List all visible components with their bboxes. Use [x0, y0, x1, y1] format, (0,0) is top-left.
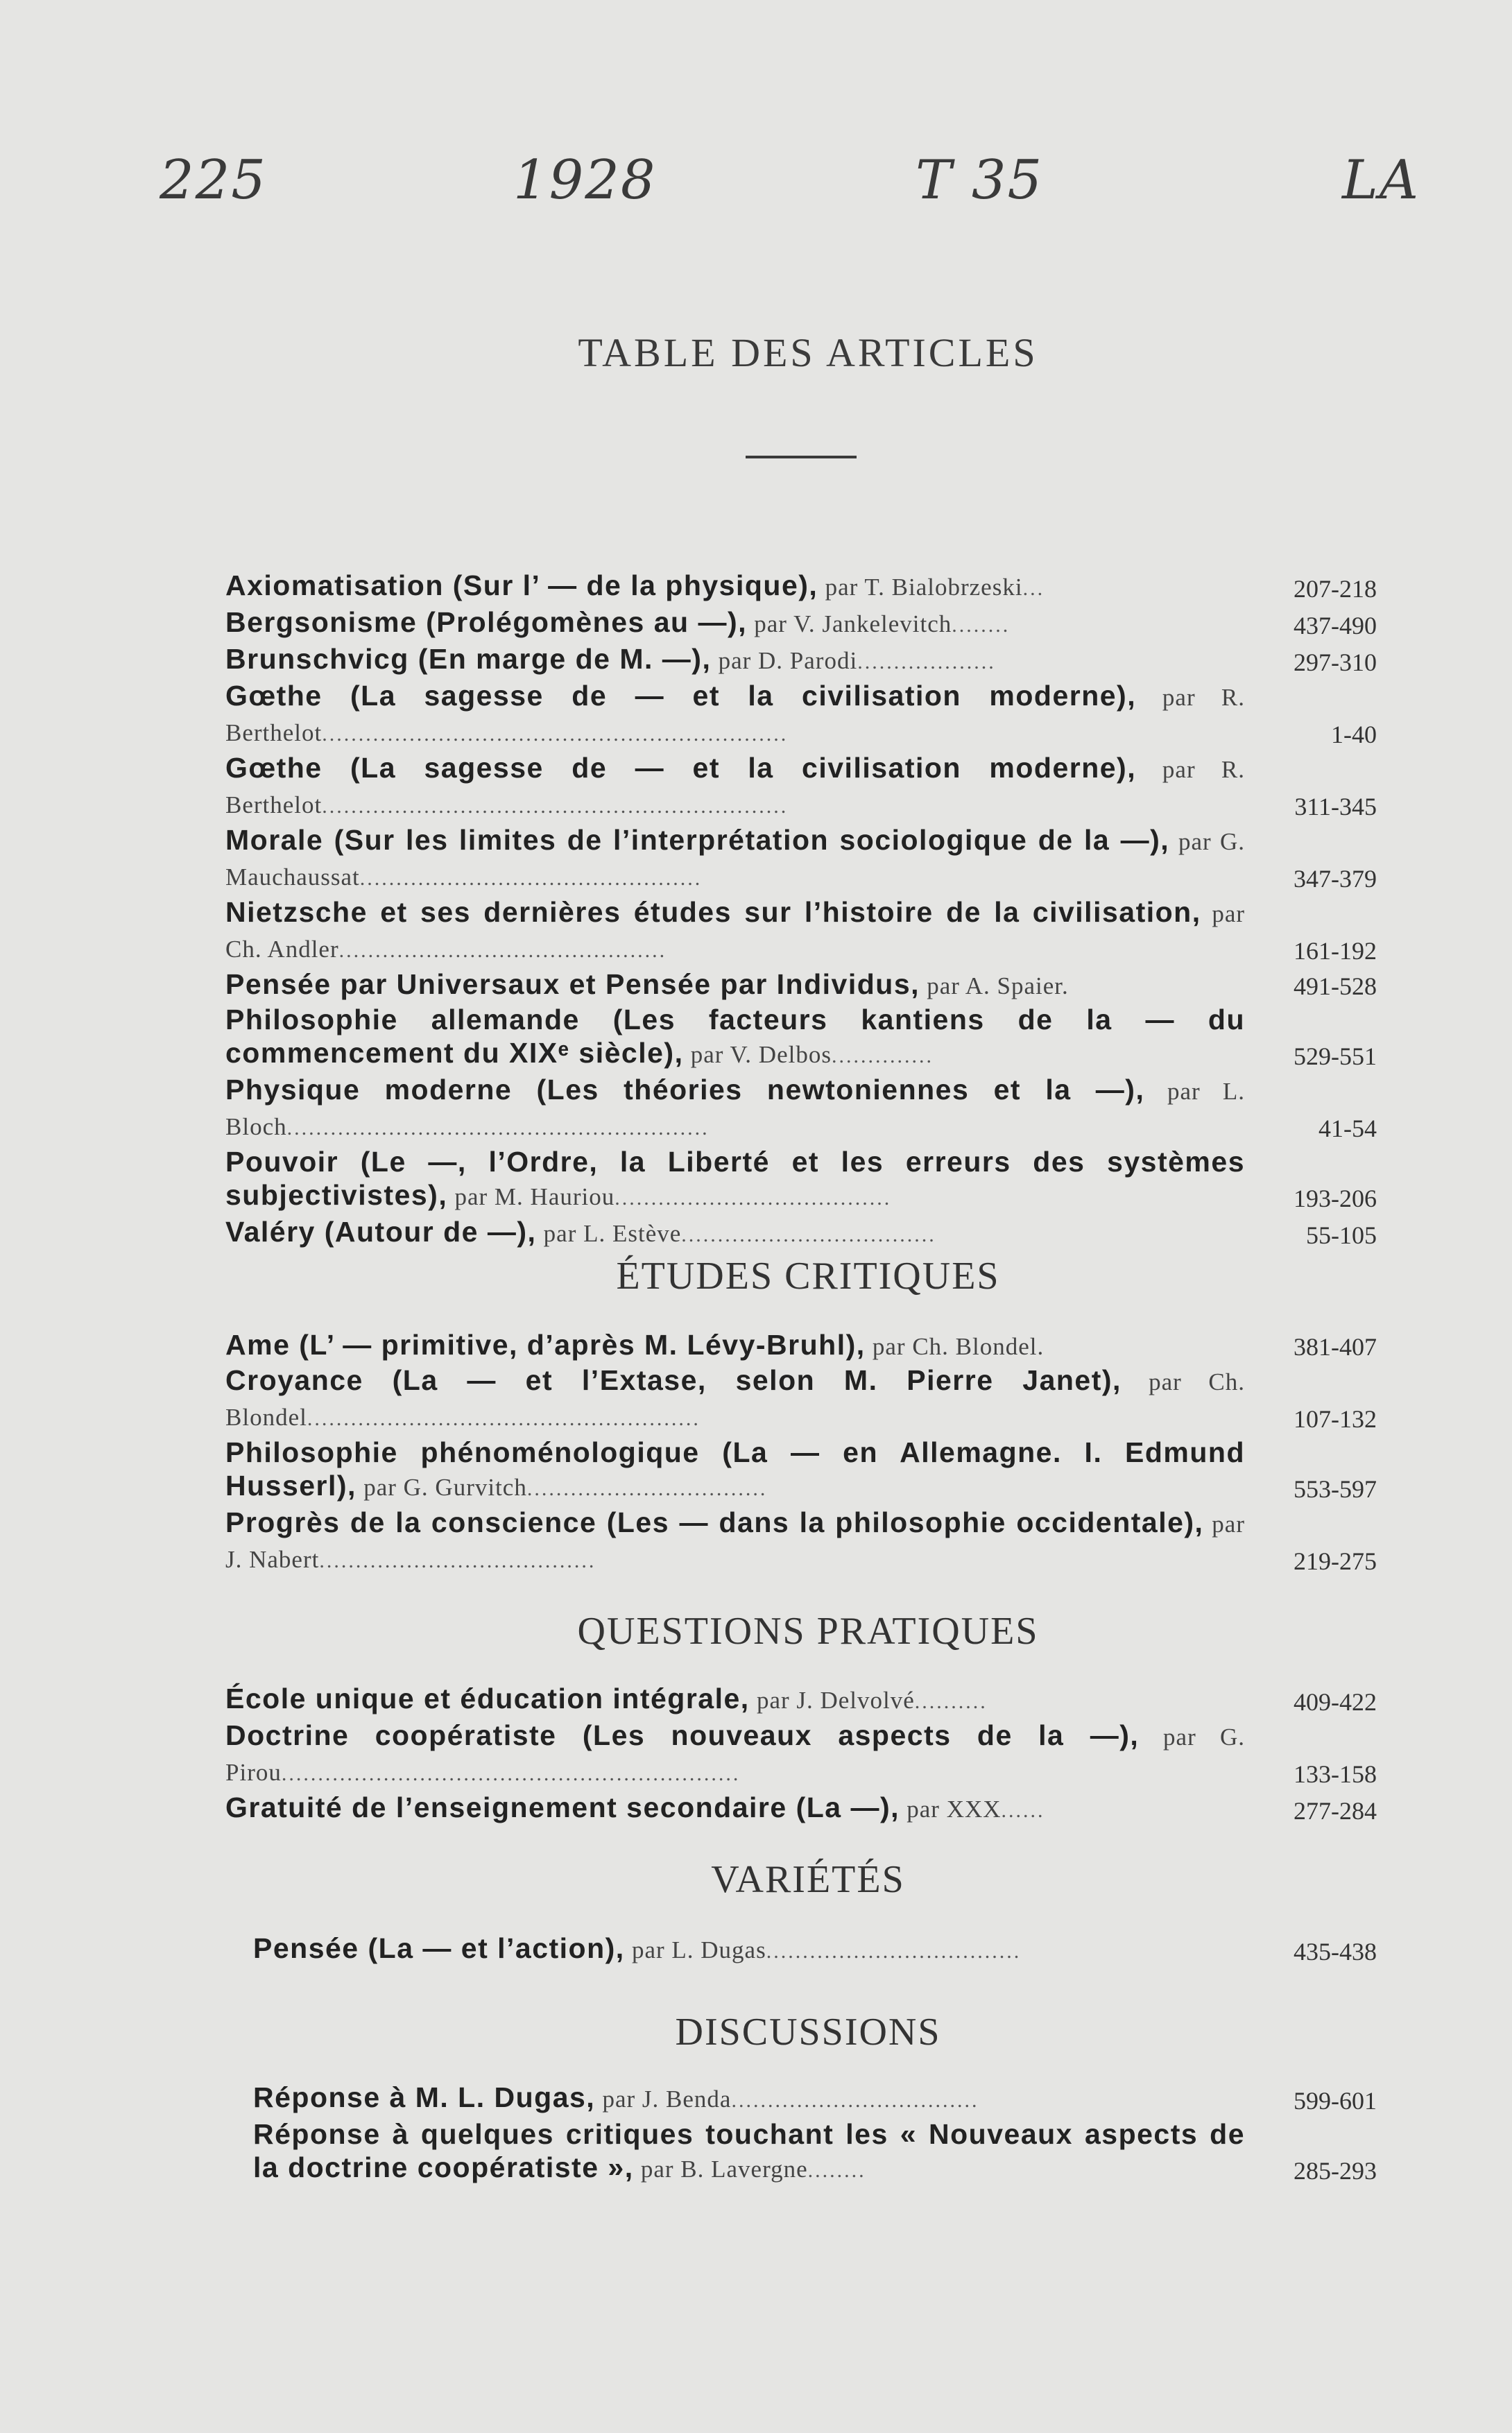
entry-pages: 193-206	[1294, 1185, 1377, 1212]
entry-pages: 347-379	[1294, 865, 1377, 893]
entry-title: Réponse à quelques critiques touchant les « Nouveaux aspects de la doctrine coopératiste »,	[253, 2118, 1245, 2183]
entry-title: Philosophie allemande (Les facteurs kantiens de la — du commencement du XIXᵉ siècle),	[225, 1004, 1245, 1069]
entry-title: Bergsonisme (Prolégomènes au —),	[225, 606, 748, 638]
section-heading-discussions: DISCUSSIONS	[675, 2011, 941, 2054]
entry-author: par V. Jankelevitch	[754, 610, 952, 637]
entry-author: par V. Delbos	[690, 1041, 832, 1068]
entry-author: par G. Gurvitch	[363, 1474, 527, 1501]
entry-pages: 55-105	[1306, 1221, 1377, 1249]
toc-entry: Physique moderne (Les théories newtoniennes et la —), par L. Bloch.......................................................... 41-54	[225, 1073, 1377, 1145]
entry-title: Gratuité de l’enseignement secondaire (La —),	[225, 1791, 900, 1823]
entry-author: par G. Pirou	[225, 1723, 1246, 1786]
entry-author: par L. Estève	[543, 1220, 682, 1247]
toc-entry: Brunschvicg (En marge de M. —), par D. Parodi................... 297-310	[225, 642, 1377, 679]
entry-author: par M. Hauriou	[454, 1183, 615, 1210]
discussions-list	[225, 2081, 1377, 2187]
varietes-list	[225, 1932, 1377, 1968]
entry-author: par A. Spaier.	[927, 972, 1069, 999]
entry-pages: 553-597	[1294, 1475, 1377, 1503]
entry-pages: 381-407	[1294, 1333, 1377, 1361]
toc-entry: Réponse à M. L. Dugas, par J. Benda.................................. 599-601	[225, 2081, 1377, 2117]
entry-pages: 529-551	[1294, 1042, 1377, 1070]
toc-entry: Pouvoir (Le —, l’Ordre, la Liberté et les erreurs des systèmes subjectivistes), par M. Hauriou...................................... 193-206	[225, 1145, 1377, 1215]
entry-pages: 599-601	[1294, 2087, 1377, 2115]
entry-author: par L. Dugas	[631, 1936, 766, 1963]
entry-pages: 311-345	[1294, 793, 1377, 820]
entry-title: Progrès de la conscience (Les — dans la philosophie occidentale),	[225, 1506, 1204, 1538]
toc-entry: Philosophie allemande (Les facteurs kantiens de la — du commencement du XIXᵉ siècle), par V. Delbos.............. 529-551	[225, 1003, 1377, 1073]
toc-entry	[225, 968, 1377, 1003]
handwritten-note-1: 225	[160, 149, 267, 212]
entry-pages: 437-490	[1294, 612, 1377, 639]
entry-title: Gœthe (La sagesse de — et la civilisation moderne),	[225, 752, 1137, 784]
toc-entry: Croyance (La — et l’Extase, selon M. Pierre Janet), par Ch. Blondel...................................................... 107-132	[225, 1364, 1377, 1436]
section-heading-varietes: VARIÉTÉS	[711, 1858, 905, 1901]
entry-pages: 41-54	[1318, 1115, 1377, 1142]
entry-author: par R. Berthelot	[225, 756, 1246, 818]
entry-title: Axiomatisation (Sur l’ — de la physique),	[225, 569, 818, 601]
entry-pages: 277-284	[1294, 1797, 1377, 1825]
entry-pages: 207-218	[1294, 575, 1377, 603]
entry-title: Morale (Sur les limites de l’interprétation sociologique de la —),	[225, 824, 1170, 856]
entry-author: par XXX	[907, 1796, 1002, 1823]
entry-pages: 297-310	[1294, 648, 1377, 676]
entry-author: par D. Parodi	[718, 647, 858, 674]
toc-entry: Valéry (Autour de —), par L. Estève................................... 55-105	[225, 1215, 1377, 1252]
entry-author: par J. Benda	[602, 2086, 732, 2113]
entry-title: Doctrine coopératiste (Les nouveaux aspects de la —),	[225, 1719, 1140, 1751]
entry-pages: 285-293	[1294, 2157, 1377, 2185]
entry-author: par G. Mauchaussat	[225, 828, 1246, 891]
entry-pages: 409-422	[1294, 1688, 1377, 1716]
etudes-list	[225, 1328, 1377, 1578]
entry-author: par J. Delvolvé	[756, 1687, 915, 1714]
toc-entry: Progrès de la conscience (Les — dans la philosophie occidentale), par J. Nabert...................................... 219-275	[225, 1506, 1377, 1578]
entry-pages: 107-132	[1294, 1405, 1377, 1433]
entry-title: Physique moderne (Les théories newtoniennes et la —),	[225, 1074, 1145, 1106]
entry-pages: 161-192	[1294, 937, 1377, 965]
toc-entry: Réponse à quelques critiques touchant les « Nouveaux aspects de la doctrine coopératiste », par B. Lavergne........ 285-293	[225, 2117, 1377, 2187]
entry-author: par Ch. Andler	[225, 900, 1246, 963]
page-title: TABLE DES ARTICLES	[578, 330, 1038, 375]
entry-pages: 435-438	[1294, 1938, 1377, 1966]
questions-list	[225, 1682, 1377, 1828]
entry-title: École unique et éducation intégrale,	[225, 1683, 750, 1714]
entry-author: par L. Bloch	[225, 1078, 1245, 1140]
entry-pages: 133-158	[1294, 1760, 1377, 1788]
articles-list	[225, 569, 1377, 1252]
toc-entry: Gœthe (La sagesse de — et la civilisation moderne), par R. Berthelot................................................................ 311-345	[225, 751, 1377, 823]
toc-entry: École unique et éducation intégrale, par J. Delvolvé.......... 409-422	[225, 1682, 1377, 1719]
entry-title: Philosophie phénoménologique (La — en Allemagne. I. Edmund Husserl),	[225, 1436, 1245, 1502]
entry-title: Gœthe (La sagesse de — et la civilisation moderne),	[225, 680, 1137, 712]
toc-entry: Gœthe (La sagesse de — et la civilisation moderne), par R. Berthelot................................................................ 1-40	[225, 679, 1377, 751]
entry-author: par Ch. Blondel.	[872, 1333, 1045, 1360]
toc-entry: Pensée (La — et l’action), par L. Dugas................................... 435-438	[225, 1932, 1377, 1968]
handwritten-note-3: T 35	[916, 149, 1044, 212]
entry-title: Pouvoir (Le —, l’Ordre, la Liberté et les erreurs des systèmes subjectivistes),	[225, 1146, 1245, 1211]
toc-entry: Morale (Sur les limites de l’interprétation sociologique de la —), par G. Mauchaussat............................................... 347-379	[225, 823, 1377, 895]
entry-title: Pensée par Universaux et Pensée par Individus,	[225, 968, 920, 1000]
entry-title: Pensée (La — et l’action),	[253, 1932, 625, 1964]
entry-author: par B. Lavergne	[640, 2156, 808, 2183]
entry-title: Brunschvicg (En marge de M. —),	[225, 643, 712, 675]
toc-entry: Doctrine coopératiste (Les nouveaux aspects de la —), par G. Pirou............................................................... 133-158	[225, 1719, 1377, 1791]
entry-title: Valéry (Autour de —),	[225, 1216, 537, 1248]
entry-title: Réponse à M. L. Dugas,	[253, 2081, 596, 2113]
toc-entry	[225, 1328, 1377, 1364]
entry-title: Ame (L’ — primitive, d’après M. Lévy-Bruhl),	[225, 1329, 866, 1361]
toc-entry: Gratuité de l’enseignement secondaire (La —), par XXX...... 277-284	[225, 1791, 1377, 1828]
entry-author: par Ch. Blondel	[225, 1368, 1245, 1431]
entry-author: par R. Berthelot	[225, 684, 1246, 746]
toc-entry: Philosophie phénoménologique (La — en Allemagne. I. Edmund Husserl), par G. Gurvitch................................. 553-597	[225, 1436, 1377, 1506]
entry-pages: 491-528	[1294, 972, 1377, 1000]
section-heading-etudes: ÉTUDES CRITIQUES	[616, 1255, 1000, 1298]
entry-author: par T. Bialobrzeski	[825, 574, 1023, 601]
section-heading-questions: QUESTIONS PRATIQUES	[577, 1610, 1039, 1653]
entry-author: par J. Nabert	[225, 1511, 1245, 1573]
entry-pages: 1-40	[1331, 721, 1377, 748]
entry-pages: 219-275	[1294, 1547, 1377, 1575]
title-divider	[746, 456, 857, 458]
toc-entry: Axiomatisation (Sur l’ — de la physique), par T. Bialobrzeski... 207-218	[225, 569, 1377, 605]
toc-entry: Nietzsche et ses dernières études sur l’histoire de la civilisation, par Ch. Andler............................................. 161-192	[225, 895, 1377, 968]
handwritten-note-2: 1928	[513, 149, 657, 212]
entry-title: Nietzsche et ses dernières études sur l’histoire de la civilisation,	[225, 896, 1201, 928]
toc-entry: Bergsonisme (Prolégomènes au —), par V. Jankelevitch........ 437-490	[225, 605, 1377, 642]
handwritten-note-4: LA	[1342, 149, 1420, 212]
entry-title: Croyance (La — et l’Extase, selon M. Pierre Janet),	[225, 1364, 1122, 1396]
